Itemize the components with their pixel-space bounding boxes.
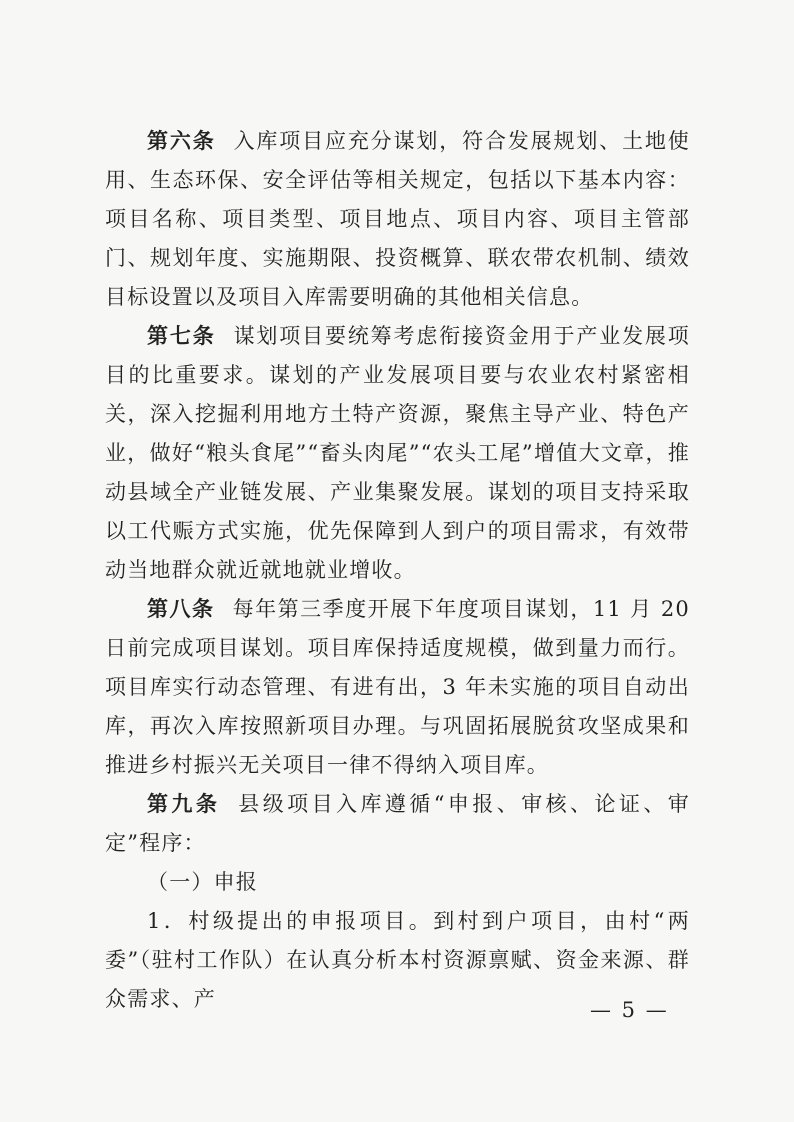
article-9-text: 县级项目入库遵循“申报、审核、论证、审定”程序： <box>105 792 690 855</box>
item-1-text: 1．村级提出的申报项目。到村到户项目，由村“两委”（驻村工作队）在认真分析本村资源禀赋、资金来源、群众需求、产 <box>105 909 690 1011</box>
article-8-label: 第八条 <box>147 597 215 621</box>
article-9-label: 第九条 <box>147 792 221 816</box>
article-7 <box>105 317 690 590</box>
article-6 <box>105 122 690 317</box>
document-body <box>105 122 690 1019</box>
article-8 <box>105 590 690 785</box>
article-6-label: 第六条 <box>147 129 216 153</box>
article-6-text: 入库项目应充分谋划，符合发展规划、土地使用、生态环保、安全评估等相关规定，包括以下基本内容：项目名称、项目类型、项目地点、项目内容、项目主管部门、规划年度、实施期限、投资概算、联农带农机制、绩效目标设置以及项目入库需要明确的其他相关信息。 <box>105 129 690 309</box>
page-number: — 5 — <box>590 998 669 1022</box>
article-7-label: 第七条 <box>147 324 216 348</box>
subsection-heading: （一）申报 <box>147 870 258 894</box>
article-7-text: 谋划项目要统筹考虑衔接资金用于产业发展项目的比重要求。谋划的产业发展项目要与农业农村紧密相关，深入挖掘利用地方土特产资源，聚焦主导产业、特色产业，做好“粮头食尾”“畜头肉尾”“农头工尾”增值大文章，推动县域全产业链发展、产业集聚发展。谋划的项目支持采取以工代赈方式实施，优先保障到人到户的项目需求，有效带动当地群众就近就地就业增收。 <box>105 324 690 582</box>
article-9 <box>105 785 690 863</box>
article-8-text: 每年第三季度开展下年度项目谋划，11 月 20 日前完成项目谋划。项目库保持适度规模，做到量力而行。项目库实行动态管理、有进有出，3 年未实施的项目自动出库，再次入库按照新项目办理。与巩固拓展脱贫攻坚成果和推进乡村振兴无关项目一律不得纳入项目库。 <box>105 597 690 777</box>
